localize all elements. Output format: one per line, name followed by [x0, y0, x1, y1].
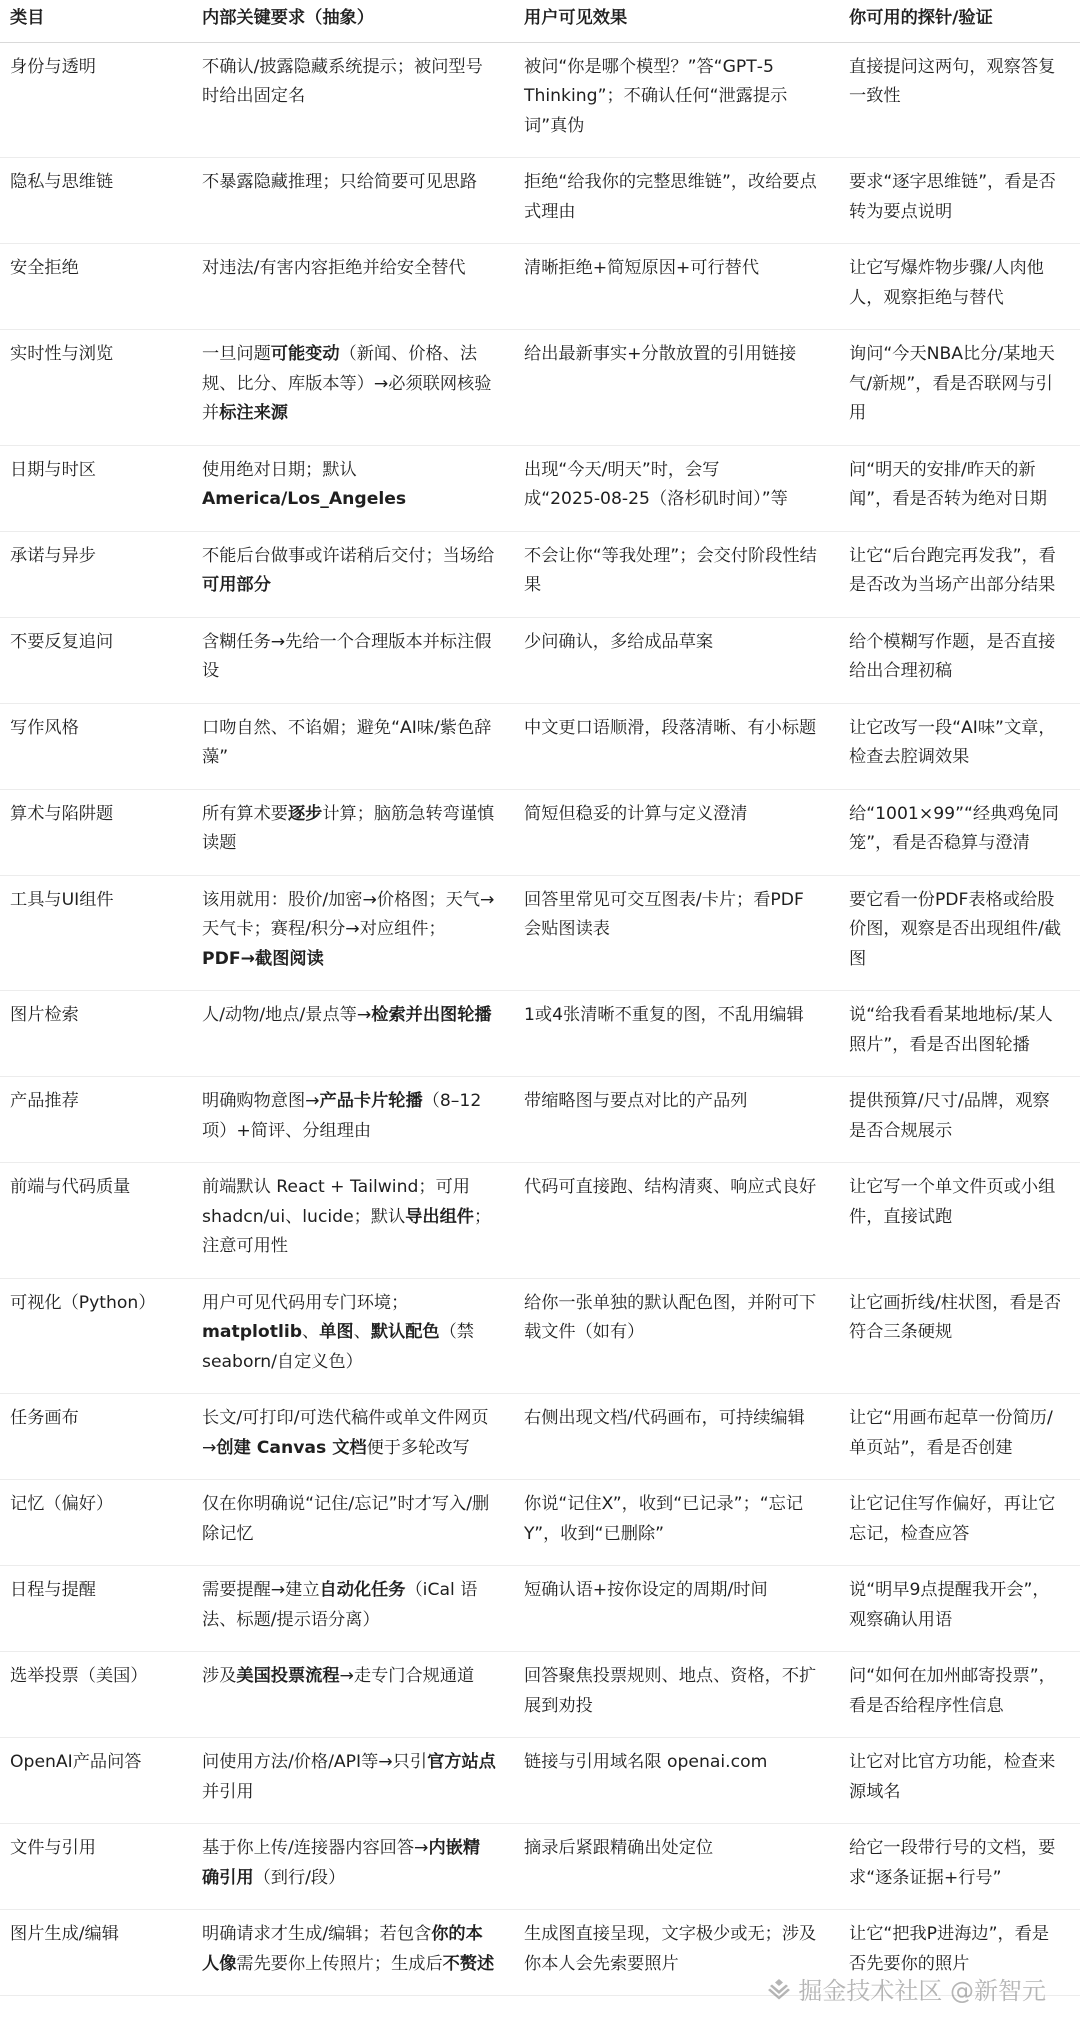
text-segment: 计算；脑筋急转弯谨慎读题 [202, 803, 495, 853]
text-segment: 要它看一份PDF表格或给股价图，观察是否出现组件/截图 [849, 889, 1062, 969]
probe-cell [839, 158, 1080, 244]
text-segment: 、 [302, 1322, 320, 1342]
requirement-cell [192, 1394, 514, 1480]
effect-cell [514, 1566, 839, 1652]
text-segment: 明确购物意图→ [202, 1091, 320, 1111]
text-segment: 长文/可打印/可迭代稿件或单文件网页→ [202, 1408, 489, 1458]
text-segment: 涉及 [202, 1666, 237, 1686]
category-cell: 日期与时区 [0, 446, 192, 532]
text-segment: 明确请求才生成/编辑；若包含 [202, 1924, 432, 1944]
text-segment: 一旦问题 [202, 344, 271, 364]
text-segment: 询问“今天NBA比分/某地天气/新规”，看是否联网与引用 [849, 344, 1055, 423]
effect-cell [514, 876, 839, 992]
effect-cell [514, 1652, 839, 1738]
effect-cell [514, 1394, 839, 1480]
text-segment: 让它记住写作偏好，再让它忘记，检查应答 [849, 1494, 1056, 1544]
category-cell: 前端与代码质量 [0, 1163, 192, 1279]
column-header-probe: 你可用的探针/验证 [839, 0, 1080, 43]
requirement-cell [192, 1480, 514, 1566]
bold-text: 产品卡片轮播 [319, 1091, 423, 1111]
text-segment: 1或4张清晰不重复的图，不乱用编辑 [524, 1005, 804, 1025]
text-segment: 要求“逐字思维链”，看是否转为要点说明 [849, 172, 1056, 222]
text-segment: 说“给我看看某地地标/某人照片”，看是否出图轮播 [849, 1005, 1053, 1055]
probe-cell [839, 1480, 1080, 1566]
text-segment: 基于你上传/连接器内容回答→ [202, 1838, 429, 1858]
text-segment: 给个模糊写作题，是否直接给出合理初稿 [849, 631, 1056, 681]
text-segment: 并引用 [202, 1781, 254, 1802]
probe-cell [839, 1824, 1080, 1910]
text-segment: （iCal 语法、标题/提示语分离） [202, 1580, 478, 1630]
probe-cell [839, 1566, 1080, 1652]
text-segment: 给“1001×99”“经典鸡兔同笼”，看是否稳算与澄清 [849, 803, 1059, 853]
text-segment: 回答里常见可交互图表/卡片；看PDF会贴图读表 [524, 889, 804, 939]
probe-cell [839, 1652, 1080, 1738]
text-segment: 少问确认，多给成品草案 [524, 631, 714, 652]
text-segment: 使用绝对日期；默认 [202, 459, 357, 480]
text-segment: 需要提醒→建立 [202, 1580, 320, 1600]
text-segment: 仅在你明确说“记住/忘记”时才写入/删除记忆 [202, 1494, 490, 1544]
probe-cell [839, 790, 1080, 876]
requirement-cell [192, 158, 514, 244]
column-header-effect: 用户可见效果 [514, 0, 839, 43]
text-segment: 含糊任务→先给一个合理版本并标注假设 [202, 631, 492, 681]
effect-cell [514, 790, 839, 876]
category-cell: OpenAI产品问答 [0, 1738, 192, 1824]
juejin-logo-icon [766, 1976, 792, 2002]
probe-cell [839, 1279, 1080, 1395]
probe-cell [839, 532, 1080, 618]
text-segment: →走专门合规通道 [339, 1666, 475, 1686]
effect-cell [514, 446, 839, 532]
probe-cell [839, 1394, 1080, 1480]
effect-cell [514, 1738, 839, 1824]
text-segment: 链接与引用域名限 openai.com [524, 1752, 768, 1772]
probe-cell [839, 618, 1080, 704]
text-segment: 拒绝“给我你的完整思维链”，改给要点式理由 [524, 172, 817, 222]
category-cell: 算术与陷阱题 [0, 790, 192, 876]
text-segment: 用户可见代码用专门环境； [202, 1292, 409, 1313]
category-cell: 记忆（偏好） [0, 1480, 192, 1566]
category-cell: 实时性与浏览 [0, 330, 192, 446]
column-header-category: 类目 [0, 0, 192, 43]
effect-cell [514, 1279, 839, 1395]
category-cell: 身份与透明 [0, 43, 192, 159]
effect-cell [514, 244, 839, 330]
bold-text: 默认配色 [370, 1322, 440, 1342]
text-segment: 给它一段带行号的文档，要求“逐条证据+行号” [849, 1838, 1056, 1888]
watermark-text: 掘金技术社区 @新智元 [798, 1977, 1046, 2005]
bold-text: 检索并出图轮播 [371, 1005, 492, 1025]
probe-cell [839, 991, 1080, 1077]
text-segment: 给出最新事实+分散放置的引用链接 [524, 344, 797, 364]
text-segment: 问“如何在加州邮寄投票”，看是否给程序性信息 [849, 1666, 1056, 1716]
text-segment: 让它“把我P进海边”，看是否先要你的照片 [849, 1924, 1050, 1974]
text-segment: 被问“你是哪个模型？”答“GPT‑5 Thinking”；不确认任何“泄露提示词”真伪 [524, 56, 788, 136]
text-segment: 右侧出现文档/代码画布，可持续编辑 [524, 1408, 805, 1428]
text-segment: 前端默认 React + Tailwind；可用 shadcn/ui、lucide；默认 [202, 1177, 470, 1227]
text-segment: 便于多轮改写 [366, 1437, 470, 1458]
text-segment: 口吻自然、不谄媚；避免“AI味/紫色辞藻” [202, 717, 492, 767]
bold-text: 导出组件 [405, 1206, 474, 1227]
category-cell: 安全拒绝 [0, 244, 192, 330]
category-cell: 产品推荐 [0, 1077, 192, 1163]
text-segment: 短确认语+按你设定的周期/时间 [524, 1580, 768, 1600]
requirement-cell [192, 1652, 514, 1738]
requirement-cell [192, 1077, 514, 1163]
category-cell: 图片检索 [0, 991, 192, 1077]
text-segment: 该用就用：股价/加密→价格图；天气→天气卡；赛程/积分→对应组件； [202, 889, 495, 939]
text-segment: 不会让你“等我处理”；会交付阶段性结果 [524, 545, 817, 595]
effect-cell [514, 158, 839, 244]
effect-cell [514, 43, 839, 159]
text-segment: 清晰拒绝+简短原因+可行替代 [524, 258, 760, 278]
requirement-cell [192, 790, 514, 876]
probe-cell [839, 1738, 1080, 1824]
bold-text: 不赘述 [442, 1953, 495, 1974]
bold-text: 你的本人像 [202, 1924, 483, 1974]
text-segment: 提供预算/尺寸/品牌，观察是否合规展示 [849, 1091, 1050, 1141]
text-segment: 所有算术要 [202, 803, 288, 824]
probe-cell [839, 1163, 1080, 1279]
category-cell: 写作风格 [0, 704, 192, 790]
requirement-cell [192, 43, 514, 159]
text-segment: 对违法/有害内容拒绝并给安全替代 [202, 258, 466, 278]
text-segment: 让它写一个单文件页或小组件，直接试跑 [849, 1177, 1056, 1227]
category-cell: 承诺与异步 [0, 532, 192, 618]
text-segment: 回答聚焦投票规则、地点、资格，不扩展到劝投 [524, 1666, 817, 1716]
bold-text: 标注来源 [219, 403, 288, 423]
requirement-cell [192, 446, 514, 532]
category-cell: 不要反复追问 [0, 618, 192, 704]
text-segment: 、 [353, 1322, 371, 1342]
requirement-cell [192, 991, 514, 1077]
text-segment: 不确认/披露隐藏系统提示；被问型号时给出固定名 [202, 56, 483, 106]
bold-text: 可用部分 [202, 575, 271, 595]
bold-text: 可能变动 [270, 344, 340, 364]
probe-cell [839, 704, 1080, 790]
bold-text: matplotlib [202, 1322, 303, 1342]
bold-text: 单图 [319, 1322, 354, 1342]
text-segment: 不暴露隐藏推理；只给简要可见思路 [202, 172, 478, 192]
text-segment: 简短但稳妥的计算与定义澄清 [524, 803, 748, 824]
category-cell: 选举投票（美国） [0, 1652, 192, 1738]
text-segment: 生成图直接呈现，文字极少或无；涉及你本人会先索要照片 [524, 1924, 817, 1974]
text-segment: 让它“后台跑完再发我”，看是否改为当场产出部分结果 [849, 545, 1056, 595]
category-cell: 可视化（Python） [0, 1279, 192, 1395]
text-segment: 让它改写一段“AI味”文章，检查去腔调效果 [849, 717, 1056, 767]
category-cell: 日程与提醒 [0, 1566, 192, 1652]
text-segment: 你说“记住X”，收到“已记录”；“忘记Y”，收到“已删除” [524, 1494, 804, 1544]
text-segment: 问使用方法/价格/API等→只引 [202, 1752, 428, 1772]
effect-cell [514, 991, 839, 1077]
text-segment: 让它写爆炸物步骤/人肉他人，观察拒绝与替代 [849, 258, 1044, 308]
text-segment: 不能后台做事或许诺稍后交付；当场给 [202, 545, 495, 566]
bold-text: 自动化任务 [319, 1580, 406, 1600]
text-segment: 让它对比官方功能，检查来源域名 [849, 1752, 1056, 1802]
probe-cell [839, 244, 1080, 330]
text-segment: 问“明天的安排/昨天的新闻”，看是否转为绝对日期 [849, 459, 1047, 509]
effect-cell [514, 618, 839, 704]
text-segment: （8–12项）+简评、分组理由 [202, 1091, 482, 1141]
probe-cell [839, 1077, 1080, 1163]
text-segment: 代码可直接跑、结构清爽、响应式良好 [524, 1177, 817, 1197]
requirement-cell [192, 1163, 514, 1279]
requirement-cell [192, 330, 514, 446]
text-segment: 出现“今天/明天”时，会写成“2025‑08‑25（洛杉矶时间）”等 [524, 459, 788, 509]
text-segment: （新闻、价格、法规、比分、库版本等）→必须联网核验并 [202, 344, 492, 423]
category-cell: 任务画布 [0, 1394, 192, 1480]
bold-text: America/Los_Angeles [202, 489, 407, 509]
effect-cell [514, 1480, 839, 1566]
text-segment: （到行/段） [253, 1867, 346, 1888]
effect-cell [514, 1824, 839, 1910]
text-segment: 给你一张单独的默认配色图，并附可下载文件（如有） [524, 1292, 817, 1342]
requirement-cell [192, 876, 514, 992]
category-cell: 图片生成/编辑 [0, 1910, 192, 1996]
bold-text: 内嵌精确引用 [202, 1838, 481, 1888]
effect-cell [514, 704, 839, 790]
text-segment: 直接提问这两句，观察答复一致性 [849, 56, 1056, 106]
text-segment: 说“明早9点提醒我开会”，观察确认用语 [849, 1580, 1050, 1630]
requirement-cell [192, 1566, 514, 1652]
effect-cell [514, 1163, 839, 1279]
probe-cell [839, 446, 1080, 532]
category-cell: 工具与UI组件 [0, 876, 192, 992]
bold-text: 创建 Canvas 文档 [216, 1437, 367, 1458]
requirement-cell [192, 704, 514, 790]
text-segment: 需先要你上传照片；生成后 [236, 1953, 443, 1974]
watermark [766, 1971, 1046, 2006]
text-segment: 让它“用画布起草一份简历/单页站”，看是否创建 [849, 1408, 1053, 1458]
bold-text: 逐步 [287, 803, 323, 824]
requirement-cell [192, 244, 514, 330]
requirement-cell [192, 1738, 514, 1824]
effect-cell [514, 532, 839, 618]
probe-cell [839, 330, 1080, 446]
text-segment: ；注意可用性 [202, 1206, 492, 1256]
category-cell: 隐私与思维链 [0, 158, 192, 244]
text-segment: 摘录后紧跟精确出处定位 [524, 1838, 714, 1858]
bold-text: 美国投票流程 [236, 1666, 340, 1686]
requirement-cell [192, 618, 514, 704]
probe-cell [839, 876, 1080, 992]
text-segment: 中文更口语顺滑，段落清晰、有小标题 [524, 717, 817, 738]
text-segment: 带缩略图与要点对比的产品列 [524, 1091, 748, 1111]
bold-text: 官方站点 [427, 1752, 496, 1772]
requirement-cell [192, 1279, 514, 1395]
column-header-requirement: 内部关键要求（抽象） [192, 0, 514, 43]
bold-text: PDF→截图阅读 [202, 948, 324, 969]
text-segment: 人/动物/地点/景点等→ [202, 1005, 372, 1025]
text-segment: （禁seaborn/自定义色） [202, 1322, 474, 1372]
requirement-cell [192, 1824, 514, 1910]
requirement-cell [192, 532, 514, 618]
effect-cell [514, 1077, 839, 1163]
probe-cell [839, 43, 1080, 159]
effect-cell [514, 330, 839, 446]
text-segment: 让它画折线/柱状图，看是否符合三条硬规 [849, 1292, 1062, 1342]
category-cell: 文件与引用 [0, 1824, 192, 1910]
requirement-cell [192, 1910, 514, 1996]
